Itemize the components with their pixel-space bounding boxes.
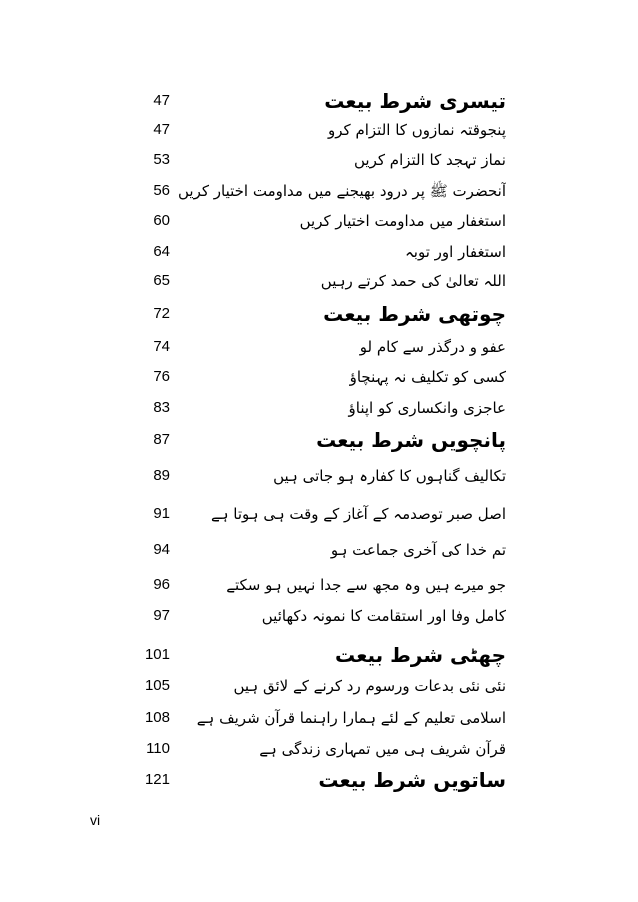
toc-page-number: 72 — [153, 305, 170, 322]
toc-page-number: 94 — [153, 541, 170, 558]
toc-page-number: 97 — [153, 607, 170, 624]
toc-entry — [0, 570, 638, 600]
toc-title: جو میرے ہیں وہ مجھ سے جدا نہیں ہو سکتے — [226, 576, 506, 594]
toc-title: استغفار میں مداومت اختیار کریں — [299, 212, 506, 230]
toc-entry — [0, 640, 638, 670]
toc-entry — [0, 299, 638, 329]
toc-title: تم خدا کی آخری جماعت ہو — [330, 541, 506, 559]
toc-entry — [0, 425, 638, 455]
toc-page-number: 74 — [153, 338, 170, 355]
toc-title: عاجزی وانکساری کو اپناؤ — [348, 399, 506, 417]
toc-entry — [0, 145, 638, 175]
toc-entry — [0, 115, 638, 145]
toc-page-number: 101 — [144, 646, 170, 663]
toc-entry — [0, 734, 638, 764]
toc-entry — [0, 671, 638, 701]
toc-heading: پانچویں شرط بیعت — [316, 428, 506, 452]
toc-page-number: 83 — [153, 399, 170, 416]
toc-entry — [0, 86, 638, 116]
toc-entry — [0, 765, 638, 795]
toc-title: کسی کو تکلیف نہ پہنچاؤ — [349, 368, 506, 386]
toc-title: آنحضرت ﷺ پر درود بھیجنے میں مداومت اختیار کریں — [178, 182, 506, 200]
toc-heading: ساتویں شرط بیعت — [318, 768, 506, 792]
toc-entry — [0, 206, 638, 236]
page-number: vi — [90, 812, 101, 828]
toc-title: کامل وفا اور استقامت کا نمونہ دکھائیں — [261, 607, 506, 625]
toc-entry — [0, 703, 638, 733]
toc-title: تکالیف گناہوں کا کفارہ ہو جاتی ہیں — [273, 467, 506, 485]
toc-entry — [0, 362, 638, 392]
toc-title: نئی نئی بدعات ورسوم رد کرنے کے لائق ہیں — [233, 677, 506, 695]
toc-page-number: 105 — [144, 677, 170, 694]
toc-page-number: 53 — [153, 151, 170, 168]
toc-title: استغفار اور توبہ — [405, 243, 506, 261]
toc-page-number: 76 — [153, 368, 170, 385]
toc-title: عفو و درگذر سے کام لو — [359, 338, 506, 356]
toc-title: اللہ تعالیٰ کی حمد کرتے رہیں — [320, 272, 506, 290]
toc-entry — [0, 461, 638, 491]
toc-entry — [0, 601, 638, 631]
toc-page-number: 110 — [146, 740, 170, 757]
toc-page-number: 47 — [153, 121, 170, 138]
toc-page-number: 89 — [153, 467, 170, 484]
toc-entry — [0, 176, 638, 206]
toc-page-number: 60 — [153, 212, 170, 229]
toc-entry — [0, 332, 638, 362]
toc-entry — [0, 237, 638, 267]
toc-entry — [0, 266, 638, 296]
toc-page-number: 65 — [153, 272, 170, 289]
toc-heading: تیسری شرط بیعت — [324, 89, 506, 113]
toc-heading: چھٹی شرط بیعت — [335, 643, 506, 667]
toc-page-number: 91 — [153, 505, 170, 522]
toc-page-number: 96 — [153, 576, 170, 593]
toc-heading: چوتھی شرط بیعت — [323, 302, 506, 326]
toc-page-number: 56 — [153, 182, 170, 199]
toc-title: اصل صبر توصدمہ کے آغاز کے وقت ہی ہوتا ہے — [210, 505, 506, 523]
toc-title: پنجوقتہ نمازوں کا التزام کرو — [328, 121, 506, 139]
toc-page-number: 64 — [153, 243, 170, 260]
toc-page-number: 121 — [144, 771, 170, 788]
toc-page-number: 47 — [153, 92, 170, 109]
toc-page-number: 87 — [153, 431, 170, 448]
toc-entry — [0, 393, 638, 423]
toc-entry — [0, 535, 638, 565]
toc-title: نماز تہجد کا التزام کریں — [354, 151, 506, 169]
toc-entry — [0, 499, 638, 529]
toc-title: اسلامی تعلیم کے لئے ہمارا راہنما قرآن شریف ہے — [196, 709, 506, 727]
toc-title: قرآن شریف ہی میں تمہاری زندگی ہے — [259, 740, 506, 758]
toc-page-number: 108 — [144, 709, 170, 726]
